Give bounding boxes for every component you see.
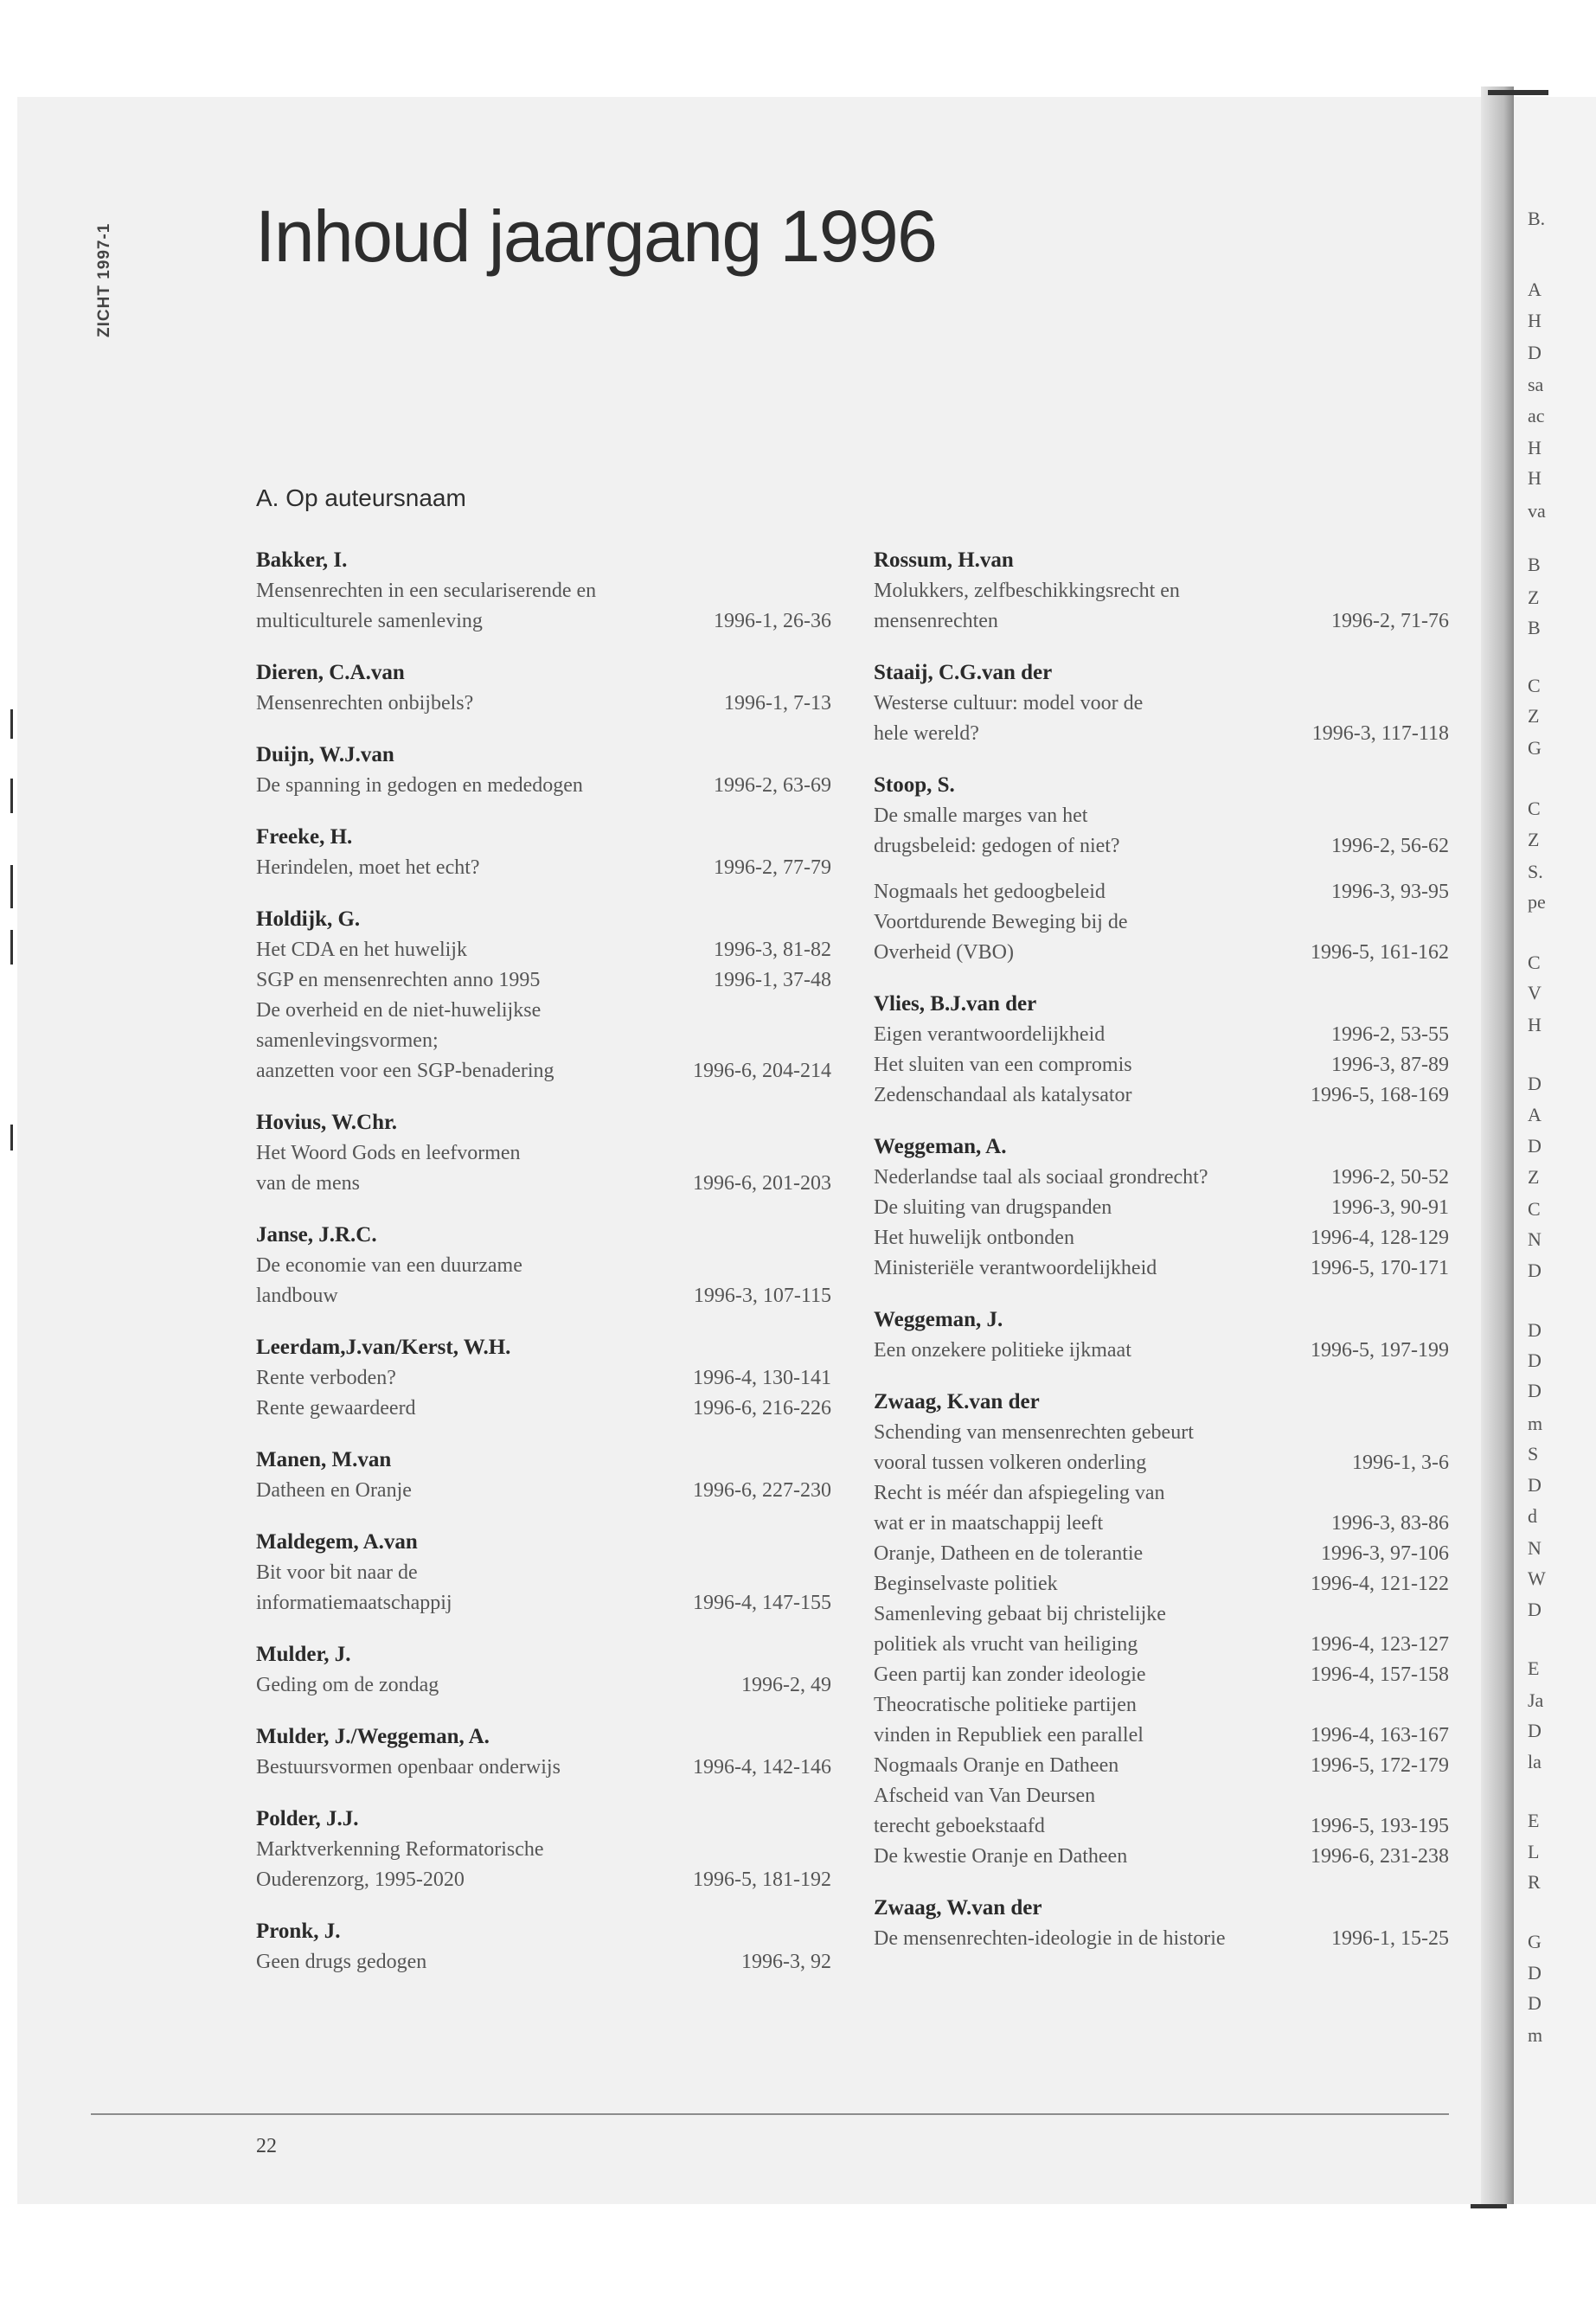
index-entry (256, 1639, 831, 1701)
article-title: Het CDA en het huwelijk (256, 939, 467, 961)
index-entry (874, 1387, 1449, 1872)
article-title: vooral tussen volkeren onderling (874, 1452, 1147, 1474)
author-name: Mulder, J. (256, 1643, 351, 1666)
article-row (874, 1781, 1449, 1811)
issue-reference: 1996-3, 97-106 (1321, 1542, 1449, 1565)
article-title: samenlevingsvormen; (256, 1029, 439, 1052)
next-page-fragment: C (1528, 1198, 1541, 1220)
article-title: informatiemaatschappij (256, 1592, 452, 1614)
issue-reference: 1996-2, 49 (741, 1674, 831, 1696)
article-row (874, 1811, 1449, 1842)
index-entry (256, 1527, 831, 1618)
article-row (256, 689, 831, 719)
next-page-fragment: H (1528, 437, 1542, 458)
article-row (874, 1630, 1449, 1660)
index-entry (256, 1721, 831, 1783)
article-title: Rente verboden? (256, 1367, 396, 1389)
next-page-fragment: N (1528, 1228, 1542, 1250)
next-page-fragment: W (1528, 1567, 1546, 1589)
article-row (256, 935, 831, 965)
margin-mark (10, 865, 13, 908)
article-row (874, 1253, 1449, 1284)
adjacent-page-edge (1514, 97, 1596, 2204)
article-title: De overheid en de niet-huwelijkse (256, 999, 542, 1022)
article-row (256, 1835, 831, 1865)
article-row (256, 1251, 831, 1281)
article-row (256, 1026, 831, 1056)
next-page-fragment: D (1528, 1599, 1542, 1620)
issue-reference: 1996-6, 216-226 (693, 1397, 831, 1420)
article-row (256, 576, 831, 606)
index-entry (874, 1304, 1449, 1366)
issue-reference: 1996-3, 93-95 (1331, 881, 1449, 903)
issue-reference: 1996-4, 163-167 (1311, 1724, 1449, 1747)
article-row (874, 1924, 1449, 1954)
article-title: De smalle marges van het (874, 804, 1088, 827)
article-title: landbouw (256, 1285, 338, 1307)
article-row (874, 877, 1449, 907)
article-row (256, 1394, 831, 1424)
article-title: Recht is méér dan afspiegeling van (874, 1482, 1165, 1504)
issue-reference: 1996-4, 142-146 (693, 1756, 831, 1779)
article-title: De mensenrechten-ideologie in de historie (874, 1927, 1226, 1950)
next-page-fragment: m (1528, 2024, 1543, 2046)
article-row (256, 1558, 831, 1588)
article-row (874, 1539, 1449, 1569)
next-page-fragment: B (1528, 617, 1541, 638)
author-name: Janse, J.R.C. (256, 1223, 377, 1247)
author-name: Mulder, J./Weggeman, A. (256, 1725, 490, 1748)
left-column (256, 545, 831, 1998)
article-title: Overheid (VBO) (874, 941, 1014, 964)
next-page-fragment: E (1528, 1810, 1540, 1831)
next-page-fragment: D (1528, 1319, 1542, 1341)
next-page-fragment: ac (1528, 405, 1545, 426)
article-title: multiculturele samenleving (256, 610, 483, 632)
index-entry (256, 1220, 831, 1311)
article-title: Geding om de zondag (256, 1674, 439, 1696)
article-row (874, 1569, 1449, 1599)
author-name: Holdijk, G. (256, 907, 361, 931)
article-title: drugsbeleid: gedogen of niet? (874, 835, 1120, 857)
article-row (874, 1448, 1449, 1478)
issue-reference: 1996-6, 201-203 (693, 1172, 831, 1195)
author-name: Zwaag, W.van der (874, 1896, 1042, 1920)
next-page-fragment: D (1528, 1992, 1542, 2014)
right-column (874, 545, 1449, 1975)
issue-reference: 1996-5, 193-195 (1311, 1815, 1449, 1837)
article-title: De sluiting van drugspanden (874, 1196, 1112, 1219)
author-name: Rossum, H.van (874, 548, 1014, 572)
article-row (874, 1223, 1449, 1253)
article-title: De economie van een duurzame (256, 1254, 522, 1277)
article-row (874, 801, 1449, 831)
issue-reference: 1996-2, 50-52 (1331, 1166, 1449, 1189)
margin-mark (10, 1125, 13, 1150)
next-page-fragment: va (1528, 500, 1546, 522)
article-row (256, 1056, 831, 1086)
issue-reference: 1996-6, 231-238 (1311, 1845, 1449, 1868)
author-name: Pronk, J. (256, 1920, 341, 1943)
article-row (874, 1721, 1449, 1751)
issue-reference: 1996-3, 117-118 (1311, 722, 1449, 745)
page-number: 22 (256, 2135, 277, 2157)
article-title: mensenrechten (874, 610, 998, 632)
corner-mark (1471, 2204, 1507, 2208)
next-page-fragment: m (1528, 1413, 1543, 1434)
issue-reference: 1996-4, 130-141 (693, 1367, 831, 1389)
article-row (874, 1336, 1449, 1366)
article-row (874, 1080, 1449, 1111)
next-page-fragment: D (1528, 1349, 1542, 1371)
corner-mark (1488, 90, 1548, 95)
issue-reference: 1996-5, 161-162 (1311, 941, 1449, 964)
spine-label: ZICHT 1997-1 (95, 222, 113, 337)
article-title: van de mens (256, 1172, 360, 1195)
next-page-fragment: D (1528, 1135, 1542, 1157)
section-heading: A. Op auteursnaam (256, 484, 466, 511)
article-row (256, 1363, 831, 1394)
article-row (256, 1947, 831, 1977)
next-page-fragment: R (1528, 1871, 1541, 1893)
article-title: Schending van mensenrechten gebeurt (874, 1421, 1194, 1444)
article-title: Voortdurende Beweging bij de (874, 911, 1128, 933)
article-title: Samenleving gebaat bij christelijke (874, 1603, 1166, 1625)
book-gutter (1481, 87, 1514, 2204)
index-entry (256, 904, 831, 1086)
article-title: Ouderenzorg, 1995-2020 (256, 1868, 465, 1891)
article-row (874, 1690, 1449, 1721)
next-page-fragment: la (1528, 1751, 1542, 1772)
next-page-fragment: sa (1528, 374, 1544, 395)
article-title: Bestuursvormen openbaar onderwijs (256, 1756, 561, 1779)
index-entry (256, 1445, 831, 1506)
author-name: Hovius, W.Chr. (256, 1111, 398, 1134)
article-row (874, 1509, 1449, 1539)
next-page-fragment: d (1528, 1505, 1537, 1527)
index-entry (874, 545, 1449, 637)
article-row (256, 771, 831, 801)
next-page-fragment: L (1528, 1841, 1540, 1862)
issue-reference: 1996-1, 26-36 (714, 610, 831, 632)
article-title: Zedenschandaal als katalysator (874, 1084, 1132, 1106)
article-row (256, 1670, 831, 1701)
next-page-fragment: D (1528, 1474, 1542, 1496)
article-row (256, 1169, 831, 1199)
next-page-fragment: S (1528, 1443, 1539, 1465)
article-row (256, 1753, 831, 1783)
next-page-fragment: D (1528, 1380, 1542, 1401)
author-name: Vlies, B.J.van der (874, 992, 1037, 1016)
issue-reference: 1996-1, 7-13 (724, 692, 831, 715)
next-page-fragment: Z (1528, 829, 1540, 850)
issue-reference: 1996-2, 56-62 (1331, 835, 1449, 857)
index-entry (256, 657, 831, 719)
article-title: Westerse cultuur: model voor de (874, 692, 1144, 715)
author-name: Duijn, W.J.van (256, 743, 394, 766)
issue-reference: 1996-1, 3-6 (1352, 1452, 1449, 1474)
article-title: wat er in maatschappij leeft (874, 1512, 1104, 1535)
issue-reference: 1996-1, 15-25 (1331, 1927, 1449, 1950)
article-row (256, 1281, 831, 1311)
article-row (874, 1193, 1449, 1223)
article-title: Een onzekere politieke ijkmaat (874, 1339, 1131, 1362)
page-title: Inhoud jaargang 1996 (255, 195, 937, 277)
article-row (874, 1478, 1449, 1509)
next-page-fragment: B. (1528, 208, 1546, 229)
issue-reference: 1996-3, 81-82 (714, 939, 831, 961)
footer-rule (91, 2113, 1449, 2115)
article-title: Oranje, Datheen en de tolerantie (874, 1542, 1144, 1565)
issue-reference: 1996-3, 107-115 (693, 1285, 831, 1307)
index-entry (256, 822, 831, 883)
issue-reference: 1996-2, 71-76 (1331, 610, 1449, 632)
article-title: Het huwelijk ontbonden (874, 1227, 1074, 1249)
article-title: hele wereld? (874, 722, 979, 745)
index-entry (256, 1804, 831, 1895)
article-row (874, 576, 1449, 606)
author-name: Stoop, S. (874, 773, 955, 797)
article-title: Het Woord Gods en leefvormen (256, 1142, 521, 1164)
next-page-fragment: G (1528, 737, 1542, 759)
next-page-fragment: D (1528, 1073, 1542, 1094)
article-row (256, 1138, 831, 1169)
index-entry (256, 1916, 831, 1977)
author-name: Staaij, C.G.van der (874, 661, 1053, 684)
article-row (874, 1020, 1449, 1050)
issue-reference: 1996-3, 92 (741, 1951, 831, 1973)
index-entry (874, 1893, 1449, 1954)
article-title: SGP en mensenrechten anno 1995 (256, 969, 541, 991)
article-row (256, 965, 831, 996)
issue-reference: 1996-5, 168-169 (1311, 1084, 1449, 1106)
author-name: Zwaag, K.van der (874, 1390, 1040, 1413)
article-title: Nederlandse taal als sociaal grondrecht? (874, 1166, 1208, 1189)
next-page-fragment: H (1528, 1014, 1542, 1035)
index-entry (874, 1131, 1449, 1284)
next-page-fragment: S. (1528, 861, 1543, 882)
author-name: Freeke, H. (256, 825, 353, 849)
issue-reference: 1996-4, 121-122 (1311, 1573, 1449, 1595)
next-page-fragment: A (1528, 279, 1542, 300)
issue-reference: 1996-5, 172-179 (1311, 1754, 1449, 1777)
article-title: Rente gewaardeerd (256, 1397, 416, 1420)
next-page-fragment: A (1528, 1104, 1542, 1125)
article-row (874, 689, 1449, 719)
index-entry (874, 770, 1449, 862)
issue-reference: 1996-3, 87-89 (1331, 1054, 1449, 1076)
margin-mark (10, 709, 13, 739)
article-title: Herindelen, moet het echt? (256, 856, 480, 879)
article-title: Nogmaals het gedoogbeleid (874, 881, 1106, 903)
issue-reference: 1996-4, 123-127 (1311, 1633, 1449, 1656)
article-title: Marktverkenning Reformatorische (256, 1838, 544, 1861)
next-page-fragment: C (1528, 675, 1541, 696)
issue-reference: 1996-5, 170-171 (1311, 1257, 1449, 1279)
issue-reference: 1996-4, 147-155 (693, 1592, 831, 1614)
article-row (256, 1865, 831, 1895)
next-page-fragment: H (1528, 310, 1542, 331)
next-page-fragment: E (1528, 1657, 1540, 1679)
article-title: aanzetten voor een SGP-benadering (256, 1060, 554, 1082)
issue-reference: 1996-2, 77-79 (714, 856, 831, 879)
article-row (256, 853, 831, 883)
article-title: Theocratische politieke partijen (874, 1694, 1137, 1716)
article-title: Eigen verantwoordelijkheid (874, 1023, 1106, 1046)
author-name: Maldegem, A.van (256, 1530, 418, 1554)
article-title: Beginselvaste politiek (874, 1573, 1058, 1595)
next-page-fragment: V (1528, 982, 1542, 1003)
issue-reference: 1996-2, 63-69 (714, 774, 831, 797)
next-page-fragment: Z (1528, 705, 1540, 727)
index-entry (256, 740, 831, 801)
article-title: Datheen en Oranje (256, 1479, 412, 1502)
author-name: Bakker, I. (256, 548, 348, 572)
issue-reference: 1996-6, 204-214 (693, 1060, 831, 1082)
next-page-fragment: D (1528, 1962, 1542, 1984)
article-row (874, 606, 1449, 637)
article-row (874, 1751, 1449, 1781)
article-row (256, 996, 831, 1026)
article-row (256, 1588, 831, 1618)
article-row (874, 938, 1449, 968)
next-page-fragment: C (1528, 798, 1541, 819)
index-entry (256, 1107, 831, 1199)
article-row (874, 907, 1449, 938)
next-page-fragment: H (1528, 467, 1542, 489)
issue-reference: 1996-4, 157-158 (1311, 1663, 1449, 1686)
article-row (874, 1163, 1449, 1193)
next-page-fragment: Z (1528, 1166, 1540, 1188)
author-name: Weggeman, J. (874, 1308, 1003, 1331)
article-title: Afscheid van Van Deursen (874, 1785, 1096, 1807)
article-title: De spanning in gedogen en mededogen (256, 774, 583, 797)
article-title: Geen partij kan zonder ideologie (874, 1663, 1146, 1686)
author-name: Weggeman, A. (874, 1135, 1007, 1158)
author-name: Dieren, C.A.van (256, 661, 405, 684)
author-name: Manen, M.van (256, 1448, 392, 1471)
issue-reference: 1996-3, 90-91 (1331, 1196, 1449, 1219)
issue-reference: 1996-3, 83-86 (1331, 1512, 1449, 1535)
author-name: Polder, J.J. (256, 1807, 359, 1830)
issue-reference: 1996-6, 227-230 (693, 1479, 831, 1502)
next-page-fragment: C (1528, 952, 1541, 973)
article-title: De kwestie Oranje en Datheen (874, 1845, 1128, 1868)
margin-mark (10, 779, 13, 813)
article-title: Het sluiten van een compromis (874, 1054, 1132, 1076)
article-title: Ministeriële verantwoordelijkheid (874, 1257, 1157, 1279)
index-entry (874, 989, 1449, 1111)
article-title: Nogmaals Oranje en Datheen (874, 1754, 1119, 1777)
article-row (874, 1599, 1449, 1630)
index-entry (874, 877, 1449, 968)
next-page-fragment: Z (1528, 586, 1540, 608)
article-row (874, 1418, 1449, 1448)
issue-reference: 1996-4, 128-129 (1311, 1227, 1449, 1249)
article-row (874, 831, 1449, 862)
article-title: politiek als vrucht van heiliging (874, 1633, 1138, 1656)
article-title: terecht geboekstaafd (874, 1815, 1045, 1837)
next-page-fragment: D (1528, 1720, 1542, 1741)
article-row (874, 1660, 1449, 1690)
next-page-fragment: G (1528, 1931, 1542, 1952)
article-row (874, 1050, 1449, 1080)
next-page-fragment: B (1528, 554, 1541, 575)
issue-reference: 1996-2, 53-55 (1331, 1023, 1449, 1046)
issue-reference: 1996-5, 181-192 (693, 1868, 831, 1891)
next-page-fragment: D (1528, 342, 1542, 363)
next-page-fragment: N (1528, 1537, 1542, 1559)
article-title: Molukkers, zelfbeschikkingsrecht en (874, 580, 1180, 602)
issue-reference: 1996-1, 37-48 (714, 969, 831, 991)
author-name: Leerdam,J.van/Kerst, W.H. (256, 1336, 511, 1359)
next-page-fragment: D (1528, 1259, 1542, 1281)
article-row (874, 719, 1449, 749)
article-row (256, 606, 831, 637)
index-entry (256, 545, 831, 637)
next-page-fragment: pe (1528, 891, 1546, 913)
article-row (256, 1476, 831, 1506)
index-entry (874, 657, 1449, 749)
index-entry (256, 1332, 831, 1424)
issue-reference: 1996-5, 197-199 (1311, 1339, 1449, 1362)
margin-mark (10, 930, 13, 965)
next-page-fragment: Ja (1528, 1689, 1544, 1711)
article-title: Bit voor bit naar de (256, 1561, 418, 1584)
article-title: vinden in Republiek een parallel (874, 1724, 1144, 1747)
article-title: Geen drugs gedogen (256, 1951, 427, 1973)
article-row (874, 1842, 1449, 1872)
article-title: Mensenrechten in een seculariserende en (256, 580, 597, 602)
article-title: Mensenrechten onbijbels? (256, 692, 474, 715)
